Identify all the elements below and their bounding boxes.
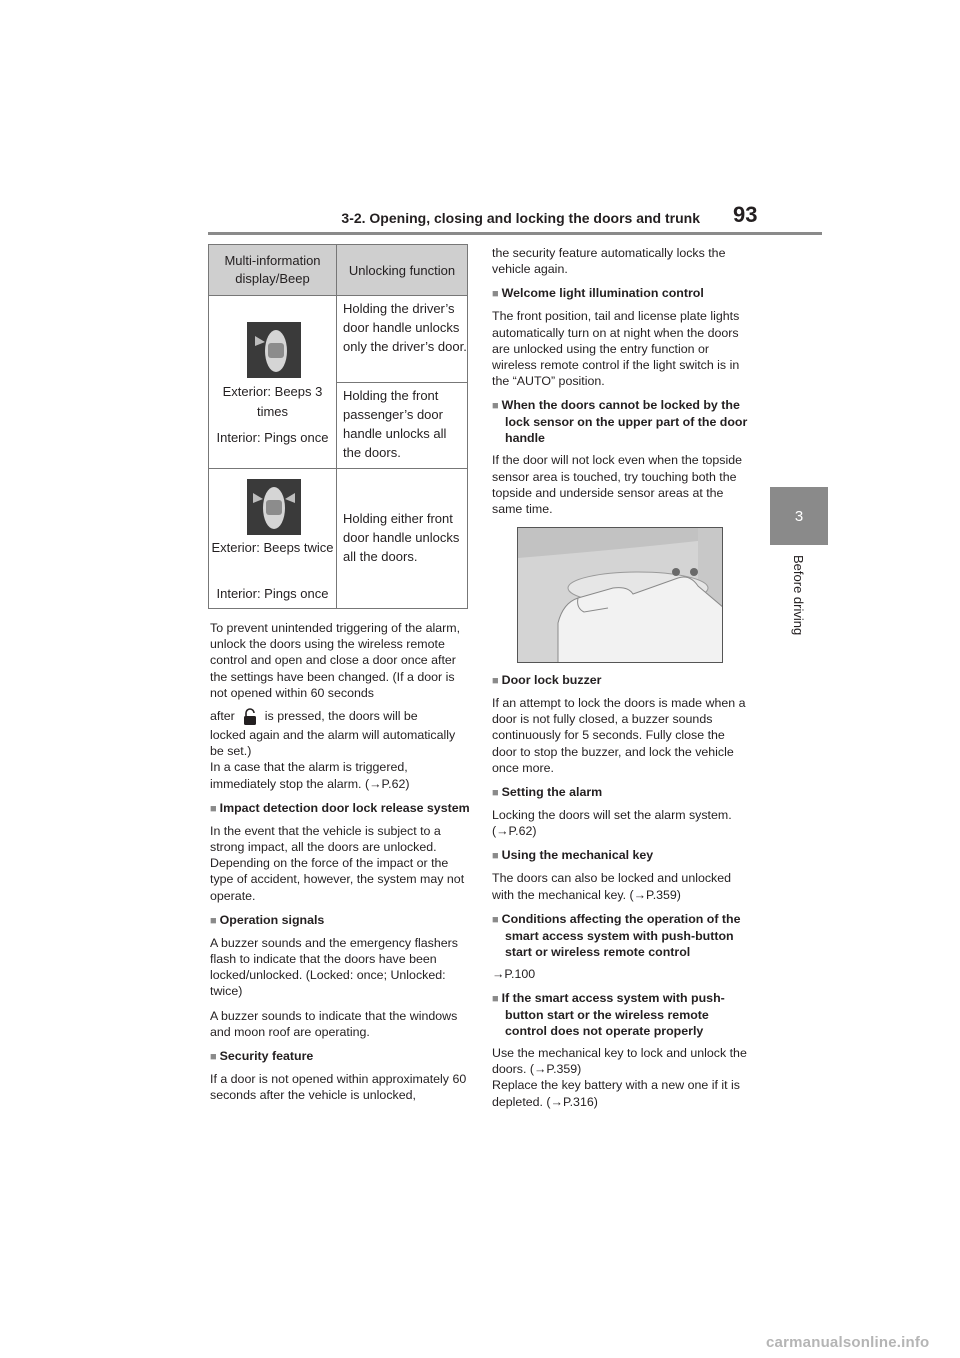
row1-function-passenger: Holding the front passenger’s door handle unlocks all the doors. — [343, 388, 447, 460]
right-column — [492, 245, 750, 525]
cannot-lock-text: If the door will not lock even when the topside sensor area is touched, try touching both the topside and underside sensor areas at the same time. — [492, 453, 743, 517]
heading-setting-alarm: ■ Setting the alarm — [492, 784, 750, 801]
heading-impact-detection: ■ Impact detection door lock release system — [210, 800, 472, 817]
conditions-reference[interactable]: →P.100 — [492, 966, 536, 981]
row2-function: Holding either front door handle unlocks all the doors. — [343, 511, 460, 564]
hand-on-door-handle-image — [518, 528, 723, 663]
operation-signals-text-1: A buzzer sounds and the emergency flashers flash to indicate that the doors have been locked/unlocked. (Locked: once; Unlocked: twice) — [210, 935, 458, 999]
alarm-note-text: To prevent unintended triggering of the alarm, unlock the doors using the wireless remote control and open and close a door once after the settings have been changed. (If a door is not opened within 60 seconds — [210, 621, 461, 700]
unlocking-function-table — [208, 244, 468, 609]
chapter-label-text: Before driving — [791, 555, 806, 636]
heading-operation-signals: ■ Operation signals — [210, 912, 472, 929]
car-driver-door-open-icon — [247, 322, 301, 378]
heading-conditions: ■ Conditions affecting the operation of the smart access system with push-button start or wireless remote control — [492, 911, 750, 960]
watermark: carmanualsonline.info — [766, 1334, 930, 1351]
row1-function-driver: Holding the driver’s door handle unlocks only the driver’s door. — [343, 301, 467, 354]
table-header-unlocking-function: Unlocking function — [348, 262, 456, 278]
chapter-number: 3 — [794, 507, 804, 525]
table-header-row — [209, 245, 467, 296]
not-operating-text-2: Replace the key battery with a new one if it is depleted. (→P.316) — [492, 1078, 740, 1109]
right-column-lower — [492, 672, 750, 1118]
heading-welcome-light: ■ Welcome light illumination control — [492, 285, 750, 302]
setting-alarm-text: Locking the doors will set the alarm system. (→P.62) — [492, 808, 732, 839]
heading-security-feature: ■ Security feature — [210, 1048, 472, 1065]
impact-detection-text: In the event that the vehicle is subject to a strong impact, all the doors are unlocked. Depending on the force of the impact or the type of accident, however, the system may not operate. — [210, 823, 465, 903]
left-column — [210, 620, 472, 1111]
security-feature-text: If a door is not opened within approximately 60 seconds after the vehicle is unlocked, — [210, 1072, 467, 1103]
heading-not-operating: ■ If the smart access system with push-button start or the wireless remote control does not operate properly — [492, 990, 750, 1039]
alarm-triggered-note: In a case that the alarm is triggered, immediately stop the alarm. (→P.62) — [210, 760, 410, 791]
row1-interior: Interior: Pings once — [216, 430, 329, 445]
section-title: 3-2. Opening, closing and locking the doors and trunk — [341, 210, 700, 226]
heading-door-lock-buzzer: ■ Door lock buzzer — [492, 672, 750, 689]
alarm-note-pressed: is pressed, the doors will be — [264, 709, 418, 724]
car-both-doors-open-icon — [247, 479, 301, 535]
welcome-light-text: The front position, tail and license plate lights automatically turn on at night when the doors are unlocked using the entry function or wireless remote control if the light switch is in the “AUTO” position. — [492, 309, 740, 389]
chapter-tab[interactable] — [770, 487, 828, 545]
security-feature-continued: the security feature automatically locks the vehicle again. — [492, 246, 726, 277]
header-rule — [208, 232, 822, 235]
alarm-note-lock-line — [210, 705, 472, 727]
alarm-note-locked-again: locked again and the alarm will automatically be set.) — [210, 728, 456, 759]
operation-signals-text-2: A buzzer sounds to indicate that the windows and moon roof are operating. — [210, 1008, 458, 1039]
heading-mechanical-key: ■ Using the mechanical key — [492, 847, 750, 864]
mechanical-key-text: The doors can also be locked and unlocked with the mechanical key. (→P.359) — [492, 871, 732, 902]
lock-button-icon — [241, 708, 259, 726]
table-subrow-divider — [337, 382, 467, 383]
door-lock-buzzer-text: If an attempt to lock the doors is made when a door is not fully closed, a buzzer sounds continuously for 5 seconds. Fully close the door to stop the buzzer, and lock the vehicle once more. — [492, 696, 746, 775]
row1-exterior: Exterior: Beeps 3 times — [222, 384, 323, 419]
alarm-note-after: after — [210, 709, 235, 724]
row2-exterior: Exterior: Beeps twice — [211, 540, 334, 555]
page-number: 93 — [733, 202, 758, 227]
table-header-display-beep: Multi-information display/Beep — [209, 245, 337, 295]
not-operating-text-1: Use the mechanical key to lock and unlock the doors. (→P.359) — [492, 1046, 747, 1077]
row2-interior: Interior: Pings once — [216, 586, 329, 601]
door-handle-illustration — [517, 527, 723, 663]
table-row-divider — [209, 468, 467, 469]
table-divider — [336, 295, 337, 609]
heading-cannot-lock: ■ When the doors cannot be locked by the lock sensor on the upper part of the door handle — [492, 397, 750, 446]
alarm-note — [210, 620, 472, 701]
chapter-label — [790, 555, 808, 655]
